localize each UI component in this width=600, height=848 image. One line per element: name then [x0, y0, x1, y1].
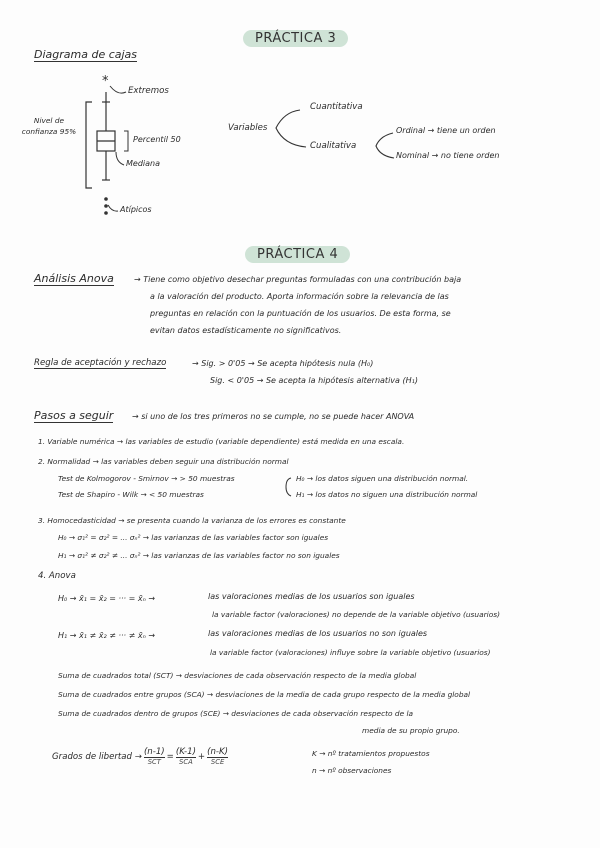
anova-line-3: preguntas en relación con la puntuación de los usuarios. De esta forma, se	[150, 309, 451, 318]
fraction-sct-den: SCT	[144, 757, 165, 767]
extreme-star: *	[102, 74, 109, 89]
equals-sign: =	[166, 752, 174, 762]
variable-ordinal: Ordinal → tiene un orden	[396, 126, 496, 135]
sce-line-2: media de su propio grupo.	[362, 726, 460, 735]
sce-line: Suma de cuadrados dentro de grupos (SCE) → desviaciones de cada observación respecto de la	[58, 709, 414, 718]
plus-sign: +	[197, 752, 206, 762]
anova-line-2: a la valoración del producto. Aporta información sobre la relevancia de las	[150, 292, 449, 301]
fraction-sca	[176, 747, 196, 767]
confidence-label: Nivel de confianza 95%	[21, 116, 77, 136]
shapiro-test: Test de Shapiro - Wilk → < 50 muestras	[58, 490, 204, 499]
variable-cualitativa: Cualitativa	[310, 141, 357, 151]
fraction-sce	[207, 747, 228, 767]
anova-line-1: → Tiene como objetivo desechar preguntas formuladas con una contribución baja	[134, 275, 462, 284]
kolmogorov-test: Test de Kolmogorov - Smirnov → > 50 muestras	[58, 474, 235, 483]
anova-line-4: evitan datos estadísticamente no significativos.	[150, 326, 342, 335]
k-definition: K → nº tratamientos propuestos	[312, 749, 430, 758]
grados-label: Grados de libertad →	[52, 752, 142, 762]
pasos-note: → si uno de los tres primeros no se cumple, no se puede hacer ANOVA	[132, 412, 415, 421]
step-1: 1. Variable numérica → las variables de estudio (variable dependiente) está medida en una escala.	[38, 437, 405, 446]
fraction-sce-num: (n-K)	[207, 747, 229, 757]
variable-nominal: Nominal → no tiene orden	[396, 151, 500, 160]
h1-anova: H₁ → x̄₁ ≠ x̄₂ ≠ ··· ≠ x̄ₙ →	[58, 631, 156, 640]
fraction-sct	[144, 747, 165, 767]
h0-anova-a: las valoraciones medias de los usuarios son iguales	[208, 592, 415, 601]
mediana-label: Mediana	[126, 159, 160, 168]
practica4-title: PRÁCTICA 4	[245, 246, 350, 263]
h0-normality: H₀ → los datos siguen una distribución normal.	[296, 474, 469, 483]
step-3: 3. Homocedasticidad → se presenta cuando la varianza de los errores es constante	[38, 516, 346, 525]
h0-anova: H₀ → x̄₁ = x̄₂ = ··· = x̄ₙ →	[58, 594, 156, 603]
step-2: 2. Normalidad → las variables deben seguir una distribución normal	[38, 457, 289, 466]
h1-normality: H₁ → los datos no siguen una distribución normal	[296, 490, 478, 499]
pasos-heading: Pasos a seguir	[34, 409, 114, 422]
h1-anova-a: las valoraciones medias de los usuarios no son iguales	[208, 629, 428, 638]
step-4: 4. Anova	[38, 571, 76, 581]
h1-anova-b: la variable factor (valoraciones) influye sobre la variable objetivo (usuarios)	[210, 648, 491, 657]
n-definition: n → nº observaciones	[312, 766, 392, 775]
h0-anova-b: la variable factor (valoraciones) no depende de la variable objetivo (usuarios)	[212, 610, 500, 619]
percentil-label: Percentil 50	[133, 135, 181, 144]
variables-root: Variables	[228, 123, 268, 133]
grados-libertad	[52, 747, 230, 767]
fraction-sce-den: SCE	[207, 757, 228, 767]
atipicos-label: Atípicos	[120, 205, 152, 214]
regla-line-2: Sig. < 0'05 → Se acepta la hipótesis alternativa (H₁)	[210, 376, 418, 385]
sca-line: Suma de cuadrados entre grupos (SCA) → desviaciones de la media de cada grupo respecto de la media global	[58, 690, 471, 699]
regla-heading: Regla de aceptación y rechazo	[34, 358, 167, 368]
h1-homocedasticity: H₁ → σ₁² ≠ σ₂² ≠ ... σₙ² → las varianzas de las variables factor no son iguales	[58, 551, 340, 560]
regla-line-1: → Sig. > 0'05 → Se acepta hipótesis nula (H₀)	[192, 359, 374, 368]
practica3-title: PRÁCTICA 3	[243, 30, 348, 47]
variable-cuantitativa: Cuantitativa	[310, 102, 363, 112]
fraction-sca-num: (K-1)	[175, 747, 196, 757]
h0-homocedasticity: H₀ → σ₁² = σ₂² = ... σₙ² → las varianzas de las variables factor son iguales	[58, 533, 329, 542]
fraction-sct-num: (n-1)	[143, 747, 165, 757]
extremos-label: Extremos	[128, 86, 169, 96]
fraction-sca-den: SCA	[176, 757, 196, 767]
sct-line: Suma de cuadrados total (SCT) → desviaciones de cada observación respecto de la media global	[58, 671, 417, 680]
boxplot-heading: Diagrama de cajas	[34, 48, 138, 61]
anova-heading: Análisis Anova	[34, 272, 114, 285]
